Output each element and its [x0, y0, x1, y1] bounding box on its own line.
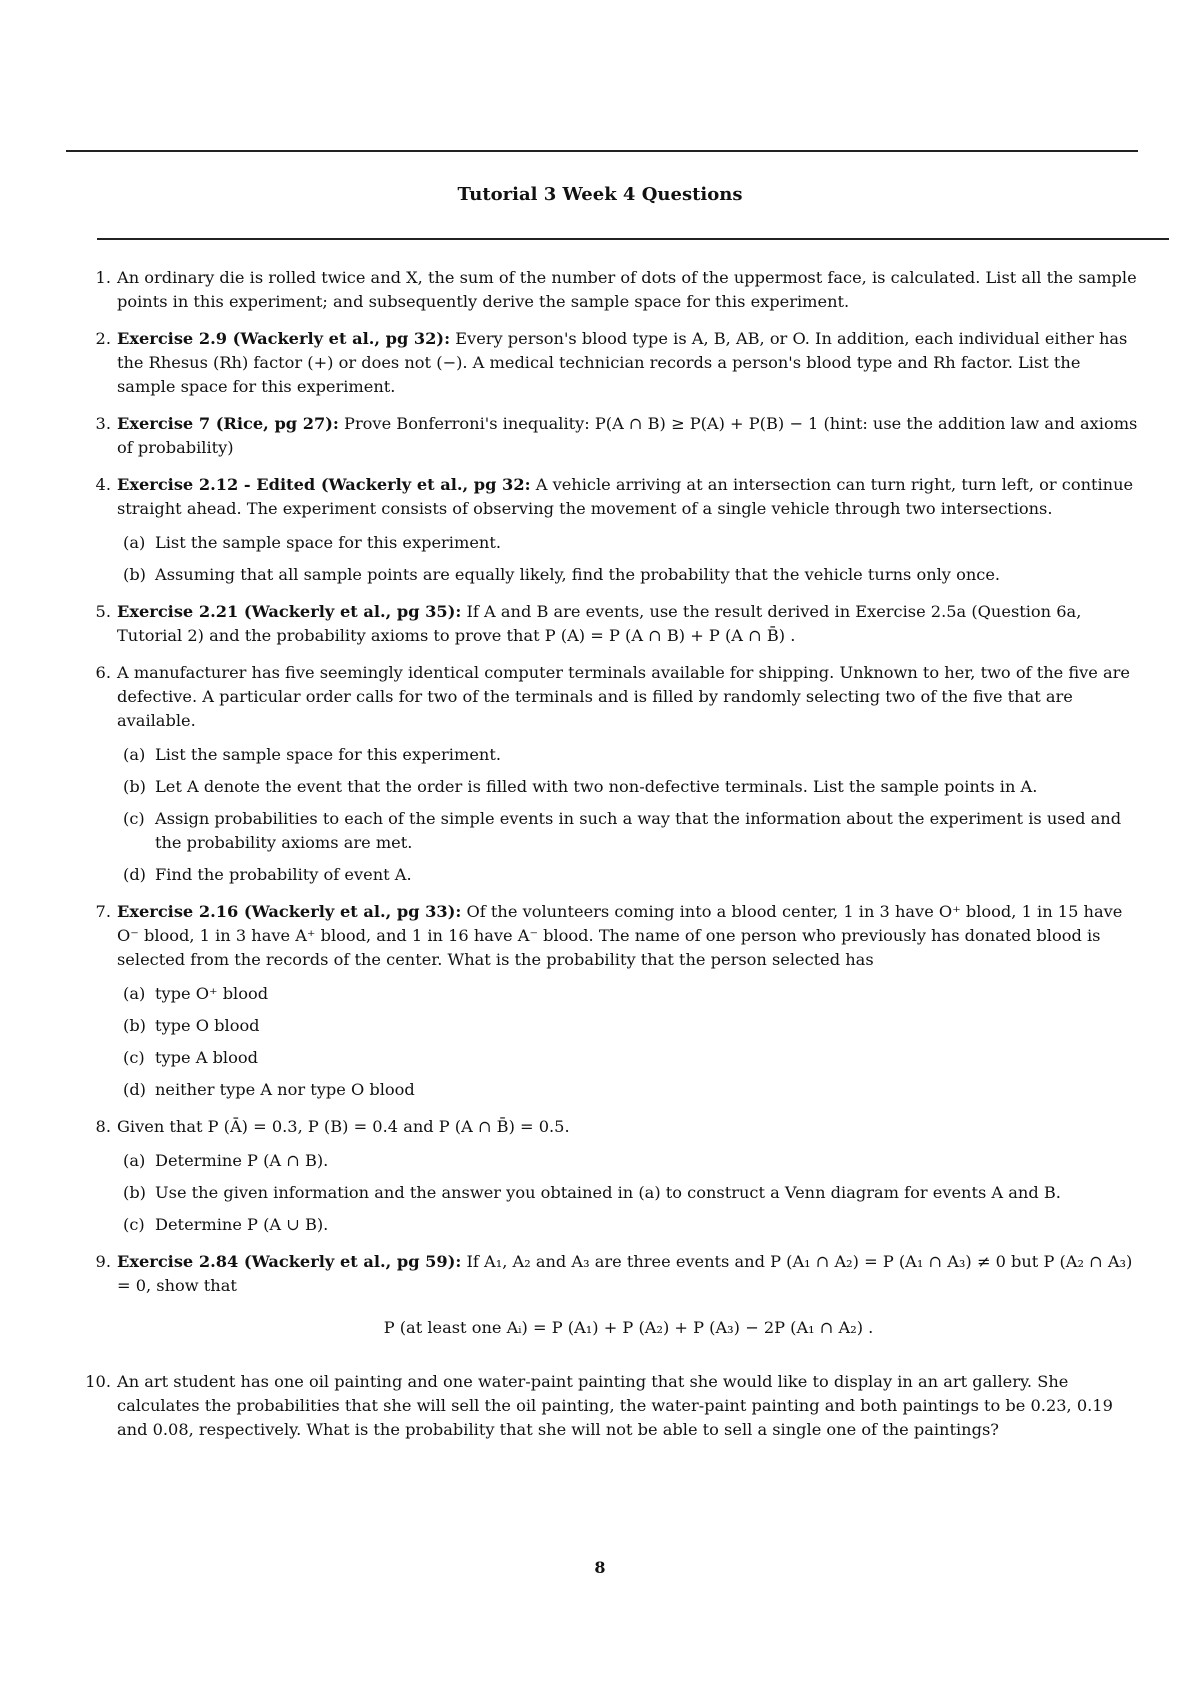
question-text: Prove Bonferroni's inequality: P(A ∩ B) ≥ P(A) + P(B) − 1 (hint: use the addition law and axioms of probability) — [117, 414, 1138, 457]
sub-question-label: (b) — [123, 1016, 146, 1035]
exercise-reference: Exercise 2.9 (Wackerly et al., pg 32): — [117, 329, 451, 348]
question-text: If A and B are events, use the result derived in Exercise 2.5a (Question 6a, Tutorial 2) and the probability axioms to prove that P (A) = P (A ∩ B) + P (A ∩ B̄) . — [117, 602, 1082, 645]
sub-question-text: List the sample space for this experiment. — [155, 745, 501, 764]
question-number: 1. — [95, 268, 111, 287]
sub-question-text: neither type A nor type O blood — [155, 1080, 415, 1099]
sub-question-label: (a) — [123, 984, 146, 1003]
question-number: 9. — [95, 1252, 111, 1271]
sub-question-text: Determine P (A ∩ B). — [155, 1151, 329, 1170]
sub-question — [117, 1046, 1140, 1070]
sub-question-text: Use the given information and the answer you obtained in (a) to construct a Venn diagram for events A and B. — [155, 1183, 1061, 1202]
question-text: If A₁, A₂ and A₃ are three events and P (A₁ ∩ A₂) = P (A₁ ∩ A₃) ≠ 0 but P (A₂ ∩ A₃) = 0, show that — [117, 1252, 1133, 1295]
sub-question — [117, 743, 1140, 767]
sub-question — [117, 1213, 1140, 1237]
sub-question-text: Determine P (A ∪ B). — [155, 1215, 329, 1234]
page-number: 8 — [594, 1558, 606, 1577]
bottom-rule — [97, 238, 1169, 240]
question-10 — [80, 1370, 1140, 1442]
sub-question-text: Find the probability of event A. — [155, 865, 412, 884]
sub-question-label: (a) — [123, 533, 146, 552]
exercise-reference: Exercise 7 (Rice, pg 27): — [117, 414, 339, 433]
question-text: A vehicle arriving at an intersection can turn right, turn left, or continue straight ahead. The experiment consists of observing the movement of a single vehicle through two intersections. — [117, 475, 1134, 518]
sub-question-label: (a) — [123, 745, 146, 764]
sub-question-label: (b) — [123, 565, 146, 584]
sub-question — [117, 1078, 1140, 1102]
question-text: Every person's blood type is A, B, AB, or O. In addition, each individual either has the Rhesus (Rh) factor (+) or does not (−). A medical technician records a person's blood type and Rh factor. List the sample space for this experiment. — [117, 329, 1128, 396]
sub-question-list — [117, 982, 1140, 1102]
sub-question — [117, 1014, 1140, 1038]
sub-question — [117, 982, 1140, 1006]
question-number: 7. — [95, 902, 111, 921]
sub-question — [117, 775, 1140, 799]
top-rule — [66, 150, 1138, 152]
question-number: 4. — [95, 475, 111, 494]
sub-question-label: (a) — [123, 1151, 146, 1170]
sub-question-label: (b) — [123, 777, 146, 796]
question-number: 8. — [95, 1117, 111, 1136]
sub-question — [117, 807, 1140, 855]
sub-question — [117, 531, 1140, 555]
sub-question-text: Assign probabilities to each of the simple events in such a way that the information about the experiment is used and the probability axioms are met. — [155, 809, 1122, 852]
sub-question — [117, 863, 1140, 887]
sub-question-label: (c) — [123, 1215, 145, 1234]
sub-question-text: Assuming that all sample points are equally likely, find the probability that the vehicle turns only once. — [155, 565, 1001, 584]
question-text: An ordinary die is rolled twice and X, the sum of the number of dots of the uppermost face, is calculated. List all the sample points in this experiment; and subsequently derive the sample space for this experiment. — [117, 268, 1137, 311]
question-7 — [80, 900, 1140, 1102]
question-number: 5. — [95, 602, 111, 621]
sub-question-text: Let A denote the event that the order is filled with two non-defective terminals. List the sample points in A. — [155, 777, 1038, 796]
sub-question — [117, 1149, 1140, 1173]
question-2 — [80, 327, 1140, 399]
sub-question-label: (c) — [123, 809, 145, 828]
sub-question-text: type O blood — [155, 1016, 260, 1035]
question-4 — [80, 473, 1140, 587]
question-text: Of the volunteers coming into a blood center, 1 in 3 have O⁺ blood, 1 in 15 have O⁻ blood, 1 in 3 have A⁺ blood, and 1 in 16 have A⁻ blood. The name of one person who previously has donated blood is selected from the records of the center. What is the probability that the person selected has — [117, 902, 1123, 969]
question-3 — [80, 412, 1140, 460]
sub-question-list — [117, 531, 1140, 587]
sub-question-text: List the sample space for this experiment. — [155, 533, 501, 552]
question-list — [80, 266, 1140, 1455]
sub-question-text: type O⁺ blood — [155, 984, 269, 1003]
exercise-reference: Exercise 2.12 - Edited (Wackerly et al., pg 32: — [117, 475, 531, 494]
sub-question-label: (b) — [123, 1183, 146, 1202]
question-text: An art student has one oil painting and one water-paint painting that she would like to display in an art gallery. She calculates the probabilities that she will sell the oil painting, the water-paint painting and both paintings to be 0.23, 0.19 and 0.08, respectively. What is the probability that she will not be able to sell a single one of the paintings? — [117, 1372, 1113, 1439]
question-number: 2. — [95, 329, 111, 348]
sub-question-list — [117, 743, 1140, 887]
question-9 — [80, 1250, 1140, 1340]
exercise-reference: Exercise 2.84 (Wackerly et al., pg 59): — [117, 1252, 462, 1271]
question-text: Given that P (Ā) = 0.3, P (B) = 0.4 and P (A ∩ B̄) = 0.5. — [117, 1117, 570, 1136]
sub-question-label: (d) — [123, 865, 146, 884]
page-title: Tutorial 3 Week 4 Questions — [457, 184, 743, 205]
sub-question — [117, 1181, 1140, 1205]
question-5 — [80, 600, 1140, 648]
sub-question-text: type A blood — [155, 1048, 258, 1067]
sub-question-label: (c) — [123, 1048, 145, 1067]
sub-question — [117, 563, 1140, 587]
sub-question-list — [117, 1149, 1140, 1237]
question-number: 6. — [95, 663, 111, 682]
exercise-reference: Exercise 2.16 (Wackerly et al., pg 33): — [117, 902, 462, 921]
question-6 — [80, 661, 1140, 887]
question-number: 10. — [85, 1372, 111, 1391]
exercise-reference: Exercise 2.21 (Wackerly et al., pg 35): — [117, 602, 462, 621]
question-number: 3. — [95, 414, 111, 433]
sub-question-label: (d) — [123, 1080, 146, 1099]
question-8 — [80, 1115, 1140, 1237]
question-1 — [80, 266, 1140, 314]
display-equation: P (at least one Aᵢ) = P (A₁) + P (A₂) + P (A₃) − 2P (A₁ ∩ A₂) . — [383, 1318, 874, 1337]
question-text: A manufacturer has five seemingly identical computer terminals available for shipping. Unknown to her, two of the five are defective. A particular order calls for two of the terminals and is filled by randomly selecting two of the five that are available. — [117, 663, 1130, 730]
